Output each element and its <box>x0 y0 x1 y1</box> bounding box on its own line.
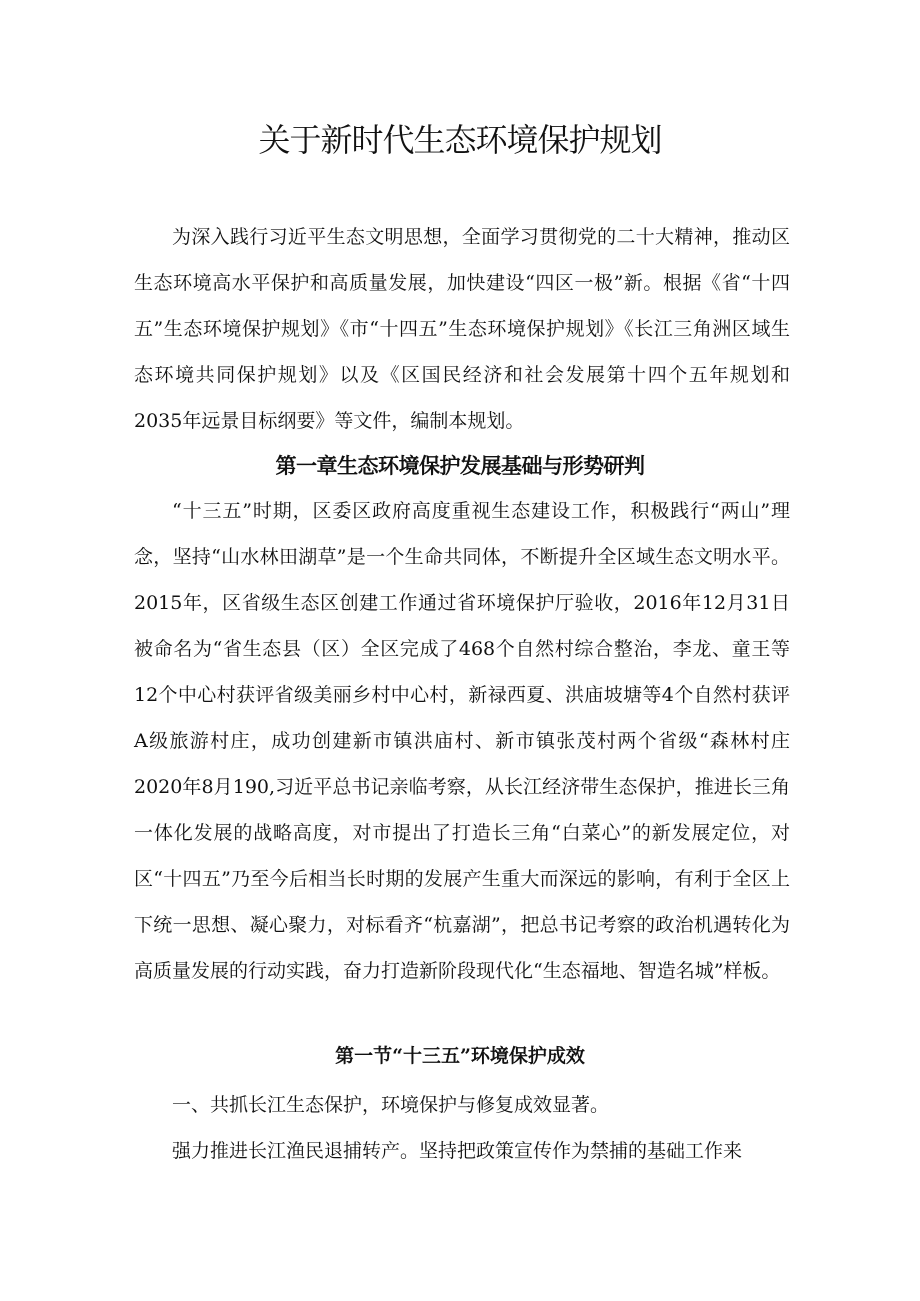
section-heading: 第一节“十三五”环境保护成效 <box>335 1045 585 1067</box>
intro-paragraph: 为深入践行习近平生态文明思想，全面学习贯彻党的二十大精神，推动区生态环境高水平保护和高质量发展，加快建设“四区一极”新。根据《省“十四五”生态环境保护规划》《市“十四五”生态环境保护规划》《长江三角洲区域生态环境共同保护规划》以及《区国民经济和社会发展第十四个五年规划和2035年远景目标纲要》等文件，编制本规划。 <box>134 226 790 432</box>
chapter-heading: 第一章生态环境保护发展基础与形势研判 <box>275 454 645 478</box>
section-paragraph: 强力推进长江渔民退捕转产。坚持把政策宣传作为禁捕的基础工作来 <box>172 1140 743 1162</box>
chapter-paragraph: “十三五”时期，区委区政府高度重视生态建设工作，积极践行“两山”理念，坚持“山水林田湖草”是一个生命共同体，不断提升全区域生态文明水平。2015年，区省级生态区创建工作通过省环境保护厅验收，2016年12月31日被命名为“省生态县（区）全区完成了468个自然村综合整治，李龙、童王等12个中心村获评省级美丽乡村中心村，新禄西夏、洪庙坡塘等4个自然村获评A级旅游村庄，成功创建新市镇洪庙村、新市镇张茂村两个省级“森林村庄2020年8月190,习近平总书记亲临考察，从长江经济带生态保护，推进长三角一体化发展的战略高度，对市提出了打造长三角“白菜心”的新发展定位，对区“十四五”乃至今后相当长时期的发展产生重大而深远的影响，有利于全区上下统一思想、凝心聚力，对标看齐“杭嘉湖”，把总书记考察的政治机遇转化为高质量发展的行动实践，奋力打造新阶段现代化“生态福地、智造名城”样板。 <box>134 500 790 982</box>
subsection-heading: 一、共抓长江生态保护，环境保护与修复成效显著。 <box>172 1094 610 1116</box>
document-title: 关于新时代生态环境保护规划 <box>258 121 662 159</box>
